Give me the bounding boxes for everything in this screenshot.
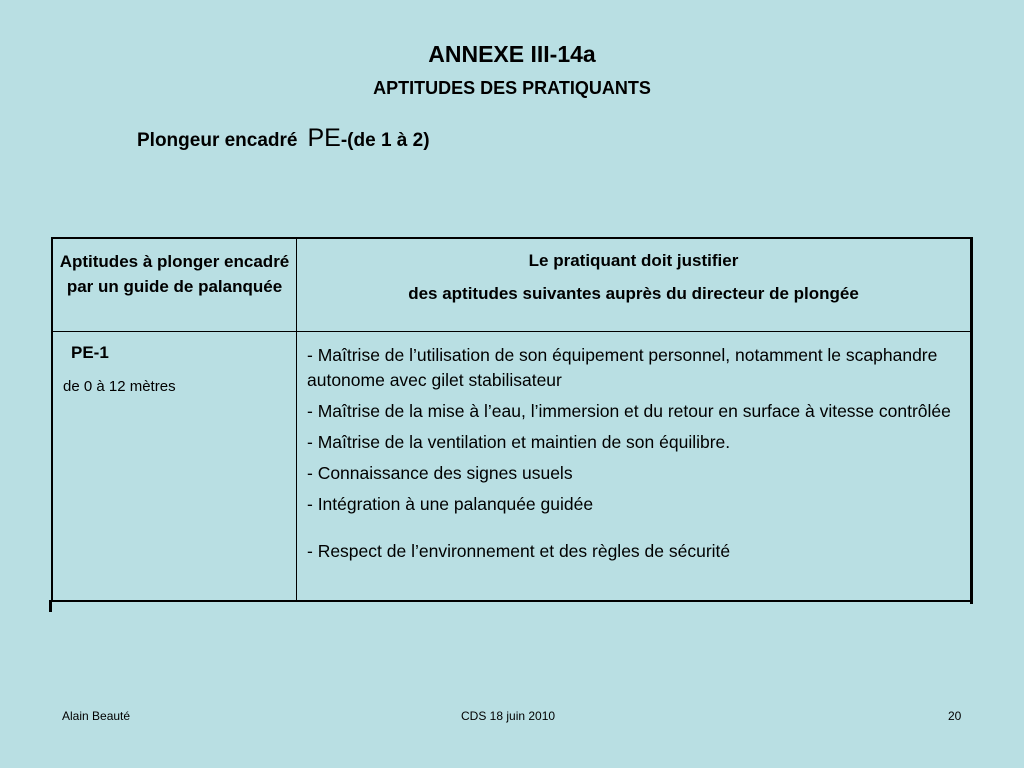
aptitudes-table <box>51 237 973 602</box>
aptitude-item: - Maîtrise de l’utilisation de son équipement personnel, notamment le scaphandre autonome avec gilet stabilisateur <box>307 345 938 390</box>
depth-range: de 0 à 12 mètres <box>63 378 176 395</box>
aptitude-item: - Maîtrise de la mise à l’eau, l’immersion et du retour en surface à vitesse contrôlée <box>307 401 951 421</box>
aptitude-list <box>307 343 967 564</box>
slide-subtitle: APTITUDES DES PRATIQUANTS <box>373 78 651 98</box>
heading-prefix: Plongeur encadré <box>137 130 298 151</box>
footer-page-number: 20 <box>948 709 962 723</box>
section-heading <box>137 124 430 153</box>
header-divider <box>53 331 970 332</box>
slide-title: ANNEXE III-14a <box>428 41 596 67</box>
heading-suffix: -(de 1 à 2) <box>340 130 430 151</box>
footer-author: Alain Beauté <box>62 709 131 723</box>
header-right-line2: des aptitudes suivantes auprès du directeur de plongée <box>408 284 859 303</box>
level-label: PE-1 <box>71 343 109 362</box>
header-right-line1: Le pratiquant doit justifier <box>528 251 739 270</box>
aptitude-item: - Respect de l’environnement et des règles de sécurité <box>307 541 731 561</box>
heading-code: PE <box>307 124 341 152</box>
footer-event: CDS 18 juin 2010 <box>461 709 556 723</box>
table-border-extension <box>970 600 973 604</box>
aptitude-item: - Connaissance des signes usuels <box>307 463 573 483</box>
header-right-cell <box>297 249 970 305</box>
aptitude-item: - Maîtrise de la ventilation et maintien de son équilibre. <box>307 432 731 452</box>
table-border-extension <box>49 600 52 612</box>
aptitude-item: - Intégration à une palanquée guidée <box>307 494 594 514</box>
header-left-cell: Aptitudes à plonger encadré par un guide de palanquée <box>59 252 290 296</box>
